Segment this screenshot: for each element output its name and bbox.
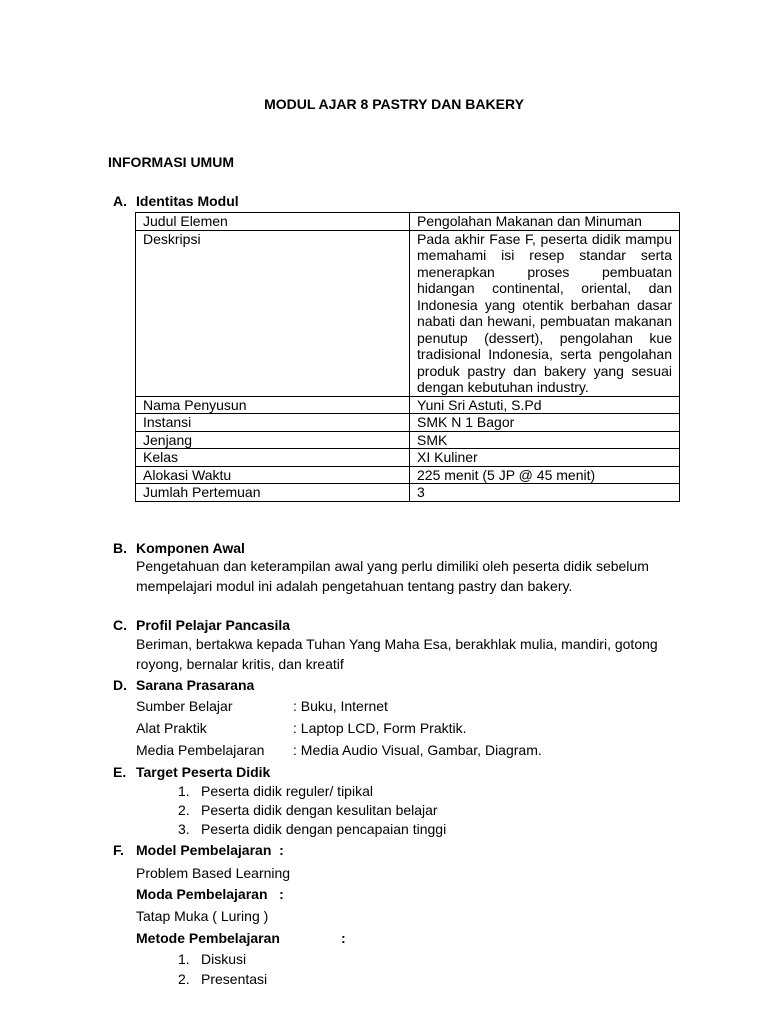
- section-b-letter: B.: [113, 540, 127, 556]
- table-row: [136, 466, 680, 484]
- sarana-value: : Laptop LCD, Form Praktik.: [293, 720, 467, 736]
- table-cell-key: Instansi: [136, 414, 410, 432]
- sarana-label: Sumber Belajar: [136, 698, 233, 714]
- table-row: [136, 484, 680, 502]
- list-item-number: 2.: [178, 971, 190, 987]
- moda-pembelajaran-value: Tatap Muka ( Luring ): [136, 908, 269, 924]
- section-a-title: Identitas Modul: [136, 193, 239, 209]
- list-item-number: 3.: [178, 821, 190, 837]
- table-cell-key: Deskripsi: [136, 230, 410, 396]
- metode-pembelajaran-colon: :: [341, 930, 346, 946]
- table-cell-key: Alokasi Waktu: [136, 466, 410, 484]
- table-row: [136, 414, 680, 432]
- table-row: [136, 230, 680, 396]
- list-item: Peserta didik dengan kesulitan belajar: [201, 802, 438, 818]
- section-c-text: Beriman, bertakwa kepada Tuhan Yang Maha Esa, berakhlak mulia, mandiri, gotong royong, bernalar kritis, dan kreatif: [136, 636, 658, 672]
- section-a-letter: A.: [113, 193, 127, 209]
- table-row: [136, 431, 680, 449]
- section-e-letter: E.: [113, 764, 127, 780]
- section-f-title: Model Pembelajaran :: [136, 842, 284, 858]
- table-cell-value: Pada akhir Fase F, peserta didik mampu memahami isi resep standar serta menerapkan proses pembuatan hidangan continental, oriental, dan Indonesia yang otentik berbahan dasar nabati dan hewani, pembuatan makanan penutup (dessert), pengolahan kue tradisional Indonesia, serta pengolahan produk pastry dan bakery yang sesuai dengan kebutuhan industry.: [410, 230, 680, 396]
- list-item-number: 1.: [178, 783, 190, 799]
- table-cell-key: Jenjang: [136, 431, 410, 449]
- section-b-title: Komponen Awal: [136, 540, 245, 556]
- table-cell-value: Yuni Sri Astuti, S.Pd: [410, 396, 680, 414]
- sarana-label: Alat Praktik: [136, 720, 207, 736]
- list-item: Presentasi: [201, 971, 268, 987]
- table-cell-value: SMK N 1 Bagor: [410, 414, 680, 432]
- section-c-title: Profil Pelajar Pancasila: [136, 617, 291, 633]
- section-f-letter: F.: [113, 842, 124, 858]
- table-row: [136, 396, 680, 414]
- table-cell-key: Kelas: [136, 449, 410, 467]
- table-cell-key: Judul Elemen: [136, 213, 410, 231]
- section-heading-informasi-umum: INFORMASI UMUM: [108, 154, 234, 170]
- model-pembelajaran-value: Problem Based Learning: [136, 865, 291, 881]
- table-cell-value: 225 menit (5 JP @ 45 menit): [410, 466, 680, 484]
- sarana-value: : Buku, Internet: [293, 698, 388, 714]
- table-row: [136, 449, 680, 467]
- identitas-modul-table: [135, 212, 680, 502]
- table-cell-value: SMK: [410, 431, 680, 449]
- table-cell-value: XI Kuliner: [410, 449, 680, 467]
- section-d-letter: D.: [113, 677, 127, 693]
- list-item-number: 2.: [178, 802, 190, 818]
- section-e-title: Target Peserta Didik: [136, 764, 271, 780]
- list-item: Peserta didik dengan pencapaian tinggi: [201, 821, 447, 837]
- metode-pembelajaran-title: Metode Pembelajaran: [136, 930, 280, 946]
- table-cell-key: Jumlah Pertemuan: [136, 484, 410, 502]
- table-cell-value: 3: [410, 484, 680, 502]
- sarana-value: : Media Audio Visual, Gambar, Diagram.: [293, 742, 542, 758]
- list-item-number: 1.: [178, 951, 190, 967]
- list-item: Diskusi: [201, 951, 247, 967]
- section-d-title: Sarana Prasarana: [136, 677, 255, 693]
- moda-pembelajaran-title: Moda Pembelajaran :: [136, 886, 284, 902]
- section-b-text: Pengetahuan dan keterampilan awal yang perlu dimiliki oleh peserta didik sebelum mempelajari modul ini adalah pengetahuan tentang pastry dan bakery.: [136, 558, 649, 594]
- document-title: MODUL AJAR 8 PASTRY DAN BAKERY: [264, 96, 524, 112]
- section-c-letter: C.: [113, 617, 127, 633]
- list-item: Peserta didik reguler/ tipikal: [201, 783, 373, 799]
- table-cell-key: Nama Penyusun: [136, 396, 410, 414]
- sarana-label: Media Pembelajaran: [136, 742, 265, 758]
- table-cell-value: Pengolahan Makanan dan Minuman: [410, 213, 680, 231]
- table-row: [136, 213, 680, 231]
